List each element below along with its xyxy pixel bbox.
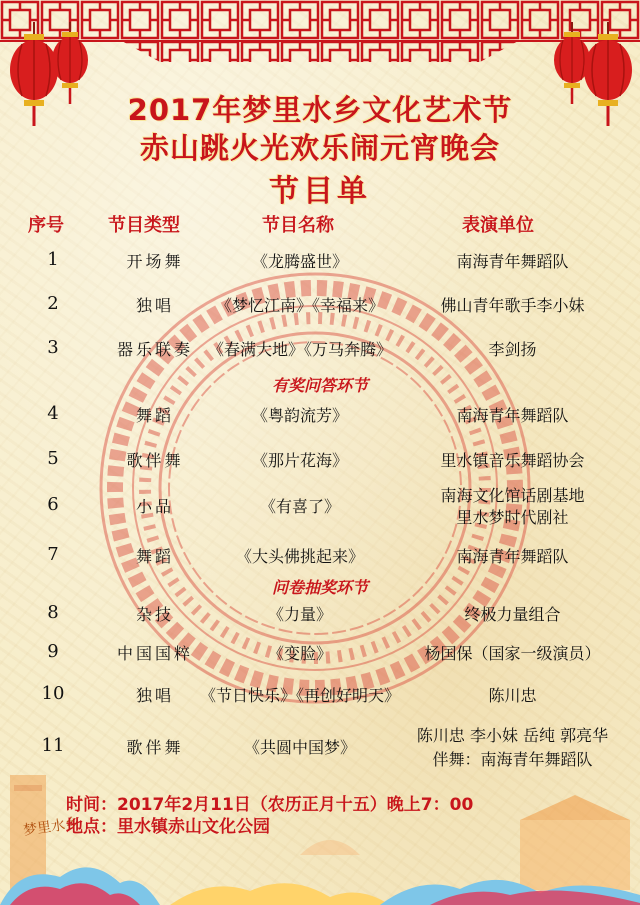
row-name: 《那片花海》 xyxy=(251,451,348,470)
interlude-quiz: 有奖问答环节 xyxy=(271,376,368,395)
program-row xyxy=(0,602,640,632)
row-type: 独唱 xyxy=(135,296,174,315)
row-type: 中国国粹 xyxy=(116,644,193,663)
row-type: 器乐联奏 xyxy=(116,340,193,359)
row-unit: 陈川忠 李小妹 岳纯 郭亮华 xyxy=(416,726,609,745)
program-row xyxy=(0,641,640,671)
program-row xyxy=(0,337,640,367)
row-unit: 陈川忠 xyxy=(488,686,537,705)
row-unit: 南海青年舞蹈队 xyxy=(456,547,569,566)
row-type: 歌伴舞 xyxy=(126,451,184,470)
row-name: 《节日快乐》《再创好明天》 xyxy=(199,686,400,705)
program-title: 节目单 xyxy=(269,174,371,209)
row-number: 11 xyxy=(41,735,65,756)
row-name: 《龙腾盛世》 xyxy=(251,252,348,271)
row-number: 8 xyxy=(47,602,59,623)
row-unit: 里水镇音乐舞蹈协会 xyxy=(440,451,585,470)
row-type: 小品 xyxy=(135,497,174,516)
row-type: 独唱 xyxy=(135,686,174,705)
row-number: 10 xyxy=(41,683,65,704)
row-name: 《有喜了》 xyxy=(259,497,340,516)
row-type: 舞蹈 xyxy=(135,406,174,425)
row-name: 《梦忆江南》《幸福来》 xyxy=(215,296,384,315)
row-type: 舞蹈 xyxy=(135,547,174,566)
row-unit: 终极力量组合 xyxy=(464,605,561,624)
program-row xyxy=(0,448,640,478)
lattice-border xyxy=(0,0,640,70)
time-value: 2017年2月11日（农历正月十五）晚上7：00 xyxy=(117,795,474,815)
row-number: 9 xyxy=(47,641,59,662)
row-name: 《粤韵流芳》 xyxy=(251,406,348,425)
row-number: 2 xyxy=(47,293,59,314)
row-unit: 李剑扬 xyxy=(488,340,537,359)
place-label: 地点： xyxy=(66,817,117,837)
row-name: 《共圆中国梦》 xyxy=(243,738,356,757)
row-number: 3 xyxy=(47,337,59,358)
row-name: 《春满大地》《万马奔腾》 xyxy=(207,340,392,359)
interlude-lottery: 问卷抽奖环节 xyxy=(271,578,368,597)
row-type: 开场舞 xyxy=(126,252,184,271)
program-row xyxy=(0,403,640,433)
program-row xyxy=(0,249,640,279)
title-line-1: 2017年梦里水乡文化艺术节 xyxy=(127,93,513,127)
row-unit: 佛山青年歌手李小妹 xyxy=(440,296,585,315)
row-unit: 南海青年舞蹈队 xyxy=(456,406,569,425)
program-row xyxy=(0,683,640,713)
time-label: 时间： xyxy=(66,795,117,815)
row-name: 《变脸》 xyxy=(267,644,332,663)
row-number: 7 xyxy=(47,544,59,565)
row-name: 《力量》 xyxy=(267,605,332,624)
row-unit: 杨国保（国家一级演员） xyxy=(424,644,601,663)
program-row xyxy=(0,544,640,574)
row-unit-line-2: 伴舞：南海青年舞蹈队 xyxy=(432,750,593,769)
logo-text: 梦里水乡 xyxy=(22,815,81,839)
row-type: 杂技 xyxy=(135,605,174,624)
header-type: 节目类型 xyxy=(108,215,180,236)
row-unit: 南海青年舞蹈队 xyxy=(456,252,569,271)
program-row xyxy=(0,293,640,323)
header-num: 序号 xyxy=(28,215,64,236)
header-name: 节目名称 xyxy=(262,215,334,236)
row-unit-line-2: 里水梦时代剧社 xyxy=(456,508,569,527)
program-row xyxy=(0,726,640,769)
program-row xyxy=(0,486,640,527)
row-number: 4 xyxy=(47,403,59,424)
row-number: 6 xyxy=(47,494,59,515)
row-unit: 南海文化馆话剧基地 xyxy=(440,486,585,505)
header-unit: 表演单位 xyxy=(462,215,534,236)
row-type: 歌伴舞 xyxy=(126,738,184,757)
row-number: 1 xyxy=(47,249,59,270)
event-place xyxy=(66,812,270,837)
row-name: 《大头佛挑起来》 xyxy=(235,547,364,566)
place-value: 里水镇赤山文化公园 xyxy=(117,817,270,837)
row-number: 5 xyxy=(47,448,59,469)
title-line-2: 赤山跳火光欢乐闹元宵晚会 xyxy=(139,131,500,165)
